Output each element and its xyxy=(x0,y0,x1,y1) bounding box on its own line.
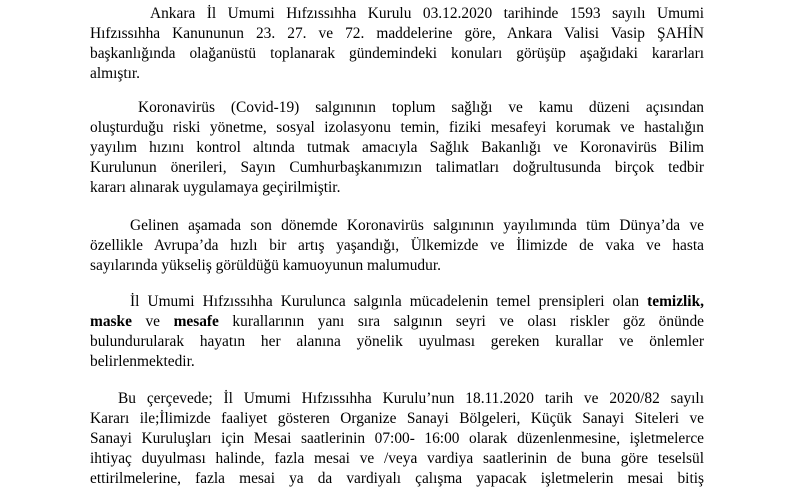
text-line: Hıfzıssıhha Kanununun 23. 27. ve 72. maddelerine göre, Ankara Valisi Vasip ŞAHİN xyxy=(90,25,704,42)
text-line: Kararı ile;İlimizde faaliyet gösteren Organize Sanayi Bölgeleri, Küçük Sanayi Siteleri ve xyxy=(90,410,704,427)
text-line: ettirilmelerine, fazla mesai ya da vardiyalı çalışma yapacak işletmelerin mesai bitiş xyxy=(90,470,704,487)
text-line: kararı alınarak uygulamaya geçirilmiştir. xyxy=(90,179,341,196)
text-line: özellikle Avrupa’da hızlı bir artış yaşandığı, Ülkemizde ve İlimizde de vaka ve hasta xyxy=(90,237,704,254)
text-fragment: İl Umumi Hıfzıssıhha Kurulunca salgınla mücadelenin temel prensipleri olan xyxy=(130,293,640,310)
text-line: Koronavirüs (Covid-19) salgınının toplum sağlığı ve kamu düzeni açısından xyxy=(138,99,704,116)
paragraph-working-hours-decision xyxy=(90,389,704,489)
text-fragment: ve xyxy=(145,313,160,330)
text-line: bulundurularak hayatın her alanına yönelik uyulması gereken kurallar ve önlemler xyxy=(90,333,704,350)
emphasis-temizlik: temizlik, xyxy=(647,293,704,310)
paragraph-hygiene-rules xyxy=(90,292,704,372)
emphasis-mesafe: mesafe xyxy=(173,313,219,330)
text-line: Bu çerçevede; İl Umumi Hıfzıssıhha Kurulu’nun 18.11.2020 tarih ve 2020/82 sayılı xyxy=(118,390,704,407)
paragraph-current-situation xyxy=(90,216,704,276)
text-line: almıştır. xyxy=(90,65,141,82)
text-line xyxy=(90,312,704,332)
text-fragment: kurallarının yanı sıra salgının seyri ve olası riskler göz önünde xyxy=(232,313,704,330)
text-line xyxy=(90,292,704,312)
paragraph-meeting-intro xyxy=(90,4,704,84)
text-line: yayılım hızını kontrol altında tutmak amacıyla Sağlık Bakanlığı ve Koronavirüs Bilim xyxy=(90,139,704,156)
paragraph-covid-measures xyxy=(90,98,704,198)
emphasis-maske: maske xyxy=(90,313,132,330)
text-line: Kurulunun önerileri, Sayın Cumhurbaşkanımızın talimatları doğrultusunda birçok tedbir xyxy=(90,159,704,176)
text-line: ihtiyaç duyulması halinde, fazla mesai ve /veya vardiya saatlerinin de buna göre teselsül xyxy=(90,450,704,467)
text-line: oluşturduğu riski yönetme, sosyal izolasyonu temin, fiziki mesafeyi korumak ve hastalığın xyxy=(90,119,704,136)
text-line: sayılarında yükseliş görüldüğü kamuoyunun malumudur. xyxy=(90,257,441,274)
text-line: Sanayi Kuruluşları için Mesai saatlerinin 07:00- 16:00 olarak düzenlenmesine, işletmelerce xyxy=(90,430,704,447)
text-line: belirlenmektedir. xyxy=(90,353,195,370)
text-line: Ankara İl Umumi Hıfzıssıhha Kurulu 03.12.2020 tarihinde 1593 sayılı Umumi xyxy=(150,5,704,22)
text-line: başkanlığında olağanüstü toplanarak gündemindeki konuları görüşüp aşağıdaki kararları xyxy=(90,45,704,62)
text-line: Gelinen aşamada son dönemde Koronavirüs salgınının yayılımında tüm Dünya’da ve xyxy=(130,217,704,234)
